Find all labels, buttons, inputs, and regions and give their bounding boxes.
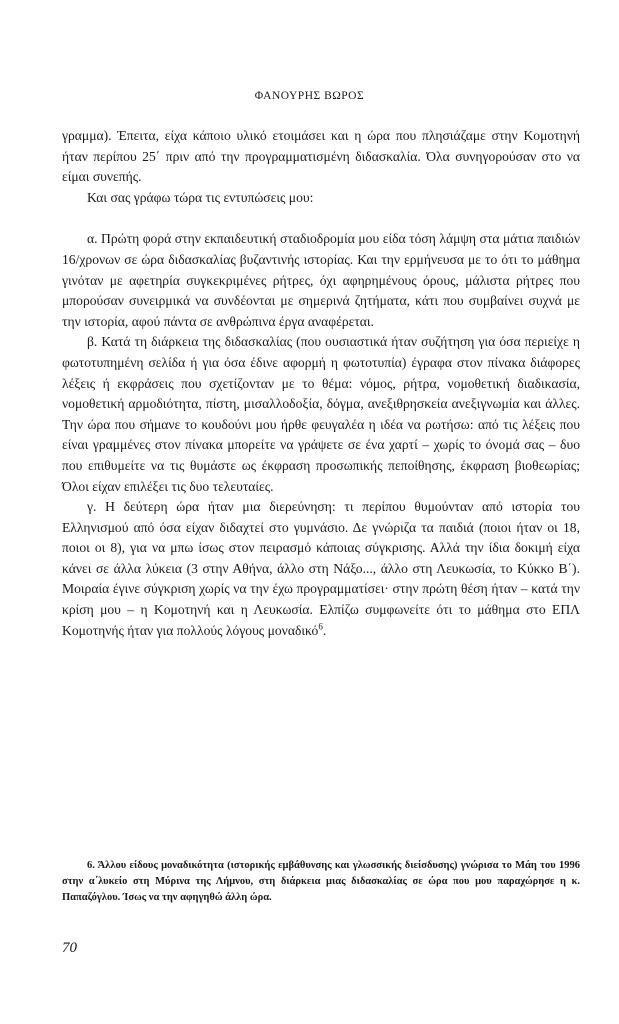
footnote (62, 858, 580, 906)
footnote-reference: 6 (318, 621, 323, 632)
paragraph-a: α. Πρώτη φορά στην εκπαιδευτική σταδιοδρομία μου είδα τόση λάμψη στα μάτια παιδιών 16/χρονων σε ώρα διδασκαλίας βυζαντινής ιστορίας. Και την ερμήνευσα με το ότι το μάθημα γινόταν με αφετηρία συγκεκριμένες ρήτρες, όχι αφηρημένους όρους, μάλιστα ρήτρες που μπορούσαν συνειρμικά να συνδέονται με σημερινά ζητήματα, κάτι που συμβαίνει συχνά με την ιστορία, αφού πάντα σε ανθρώπινα έργα αναφέρεται. (62, 231, 580, 329)
paragraph-continuation: γραμμα). Έπειτα, είχα κάποιο υλικό ετοιμάσει και η ώρα που πλησιάζαμε στην Κομοτηνή ήταν περίπου 25΄ πριν από την προγραμματισμένη διδασκαλία. Όλα συνηγορούσαν στο να είμαι συνεπής. (62, 128, 580, 185)
main-text (62, 126, 580, 641)
paragraph-intro: Και σας γράφω τώρα τις εντυπώσεις μου: (87, 189, 314, 205)
footnote-text: 6. Άλλου είδους μοναδικότητα (ιστορικής εμβάθυνσης και γλωσσικής διείσδυσης) γνώρισα το Μάη του 1996 στην α΄λυκείο στη Μύρινα της Λήμνου, στη διάρκεια μιας διδασκαλίας σε ώρα που μου παραχώρησε η κ. Παπαζόγλου. Ίσως να την αφηγηθώ άλλη ώρα. (62, 860, 580, 903)
paragraph-c-text: γ. Η δεύτερη ώρα ήταν μια διερεύνηση: τι περίπου θυμούνταν από ιστορία του Ελληνισμού από όσα είχαν διδαχτεί στο γυμνάσιο. Δε γνώριζα τα παιδιά (ποιοι ήταν οι 18, ποιοι οι 8), για να μπω ίσως στον πειρασμό κάποιας σύγκρισης. Αλλά την ίδια δοκιμή είχα κάνει σε άλλα λύκεια (3 στην Αθήνα, άλλο στη Νάξο..., άλλο στη Λευκωσία, το Κύκκο Β΄). Μοιραία έγινε σύγκριση χωρίς να την έχω προγραμματίσει· στην πρώτη θέση ήταν – κατά την κρίση μου – η Κομοτηνή και η Λευκωσία. Ελπίζω συμφωνείτε ότι το μάθημα στο ΕΠΛ Κομοτηνής ήταν για πολλούς λόγους μοναδικό (62, 499, 580, 638)
running-header: ΦΑΝΟΥΡΗΣ ΒΩΡΟΣ (254, 90, 365, 102)
page-number: 70 (62, 940, 77, 956)
paragraph-c: γ. Η δεύτερη ώρα ήταν μια διερεύνηση: τι περίπου θυμούνταν από ιστορία του Ελληνισμού από όσα είχαν διδαχτεί στο γυμνάσιο. Δε γνώριζα τα παιδιά (ποιοι ήταν οι 18, ποιοι οι 8), για να μπω ίσως στον πειρασμό κάποιας σύγκρισης. Αλλά την ίδια δοκιμή είχα κάνει σε άλλα λύκεια (3 στην Αθήνα, άλλο στη Νάξο..., άλλο στη Λευκωσία, το Κύκκο Β΄). Μοιραία έγινε σύγκριση χωρίς να την έχω προγραμματίσει· στην πρώτη θέση ήταν – κατά την κρίση μου – η Κομοτηνή και η Λευκωσία. Ελπίζω συμφωνείτε ότι το μάθημα στο ΕΠΛ Κομοτηνής ήταν για πολλούς λόγους μοναδικό$^6$. (62, 499, 580, 638)
paragraph-b: β. Κατά τη διάρκεια της διδασκαλίας (που ουσιαστικά ήταν συζήτηση για όσα περιείχε η φωτοτυπημένη σελίδα ή για όσα έδινε αφορμή η φωτοτυπία) έγραφα στον πίνακα διάφορες λέξεις ή εκφράσεις που σχετίζονταν με το θέμα: νόμος, ρήτρα, νομοθετική διαδικασία, νομοθετική αρμοδιότητα, πίστη, μισαλλοδοξία, δόγμα, ανεξιθρησκεία ανεξιγνωμία και άλλες. Την ώρα που σήμανε το κουδούνι μου ήρθε φευγαλέα η ιδέα να ρωτήσω: από τις λέξεις που είναι γραμμένες στον πίνακα μπορείτε να γράψετε σε ένα χαρτί – χωρίς το όνομά σας – δυο που επιθυμείτε να τις θυμάστε ως έκφραση προσωπικής πεποίθησης, έκφραση βιοθεωρίας; Όλοι είχαν επιλέξει τις δυο τελευταίες. (62, 334, 580, 494)
